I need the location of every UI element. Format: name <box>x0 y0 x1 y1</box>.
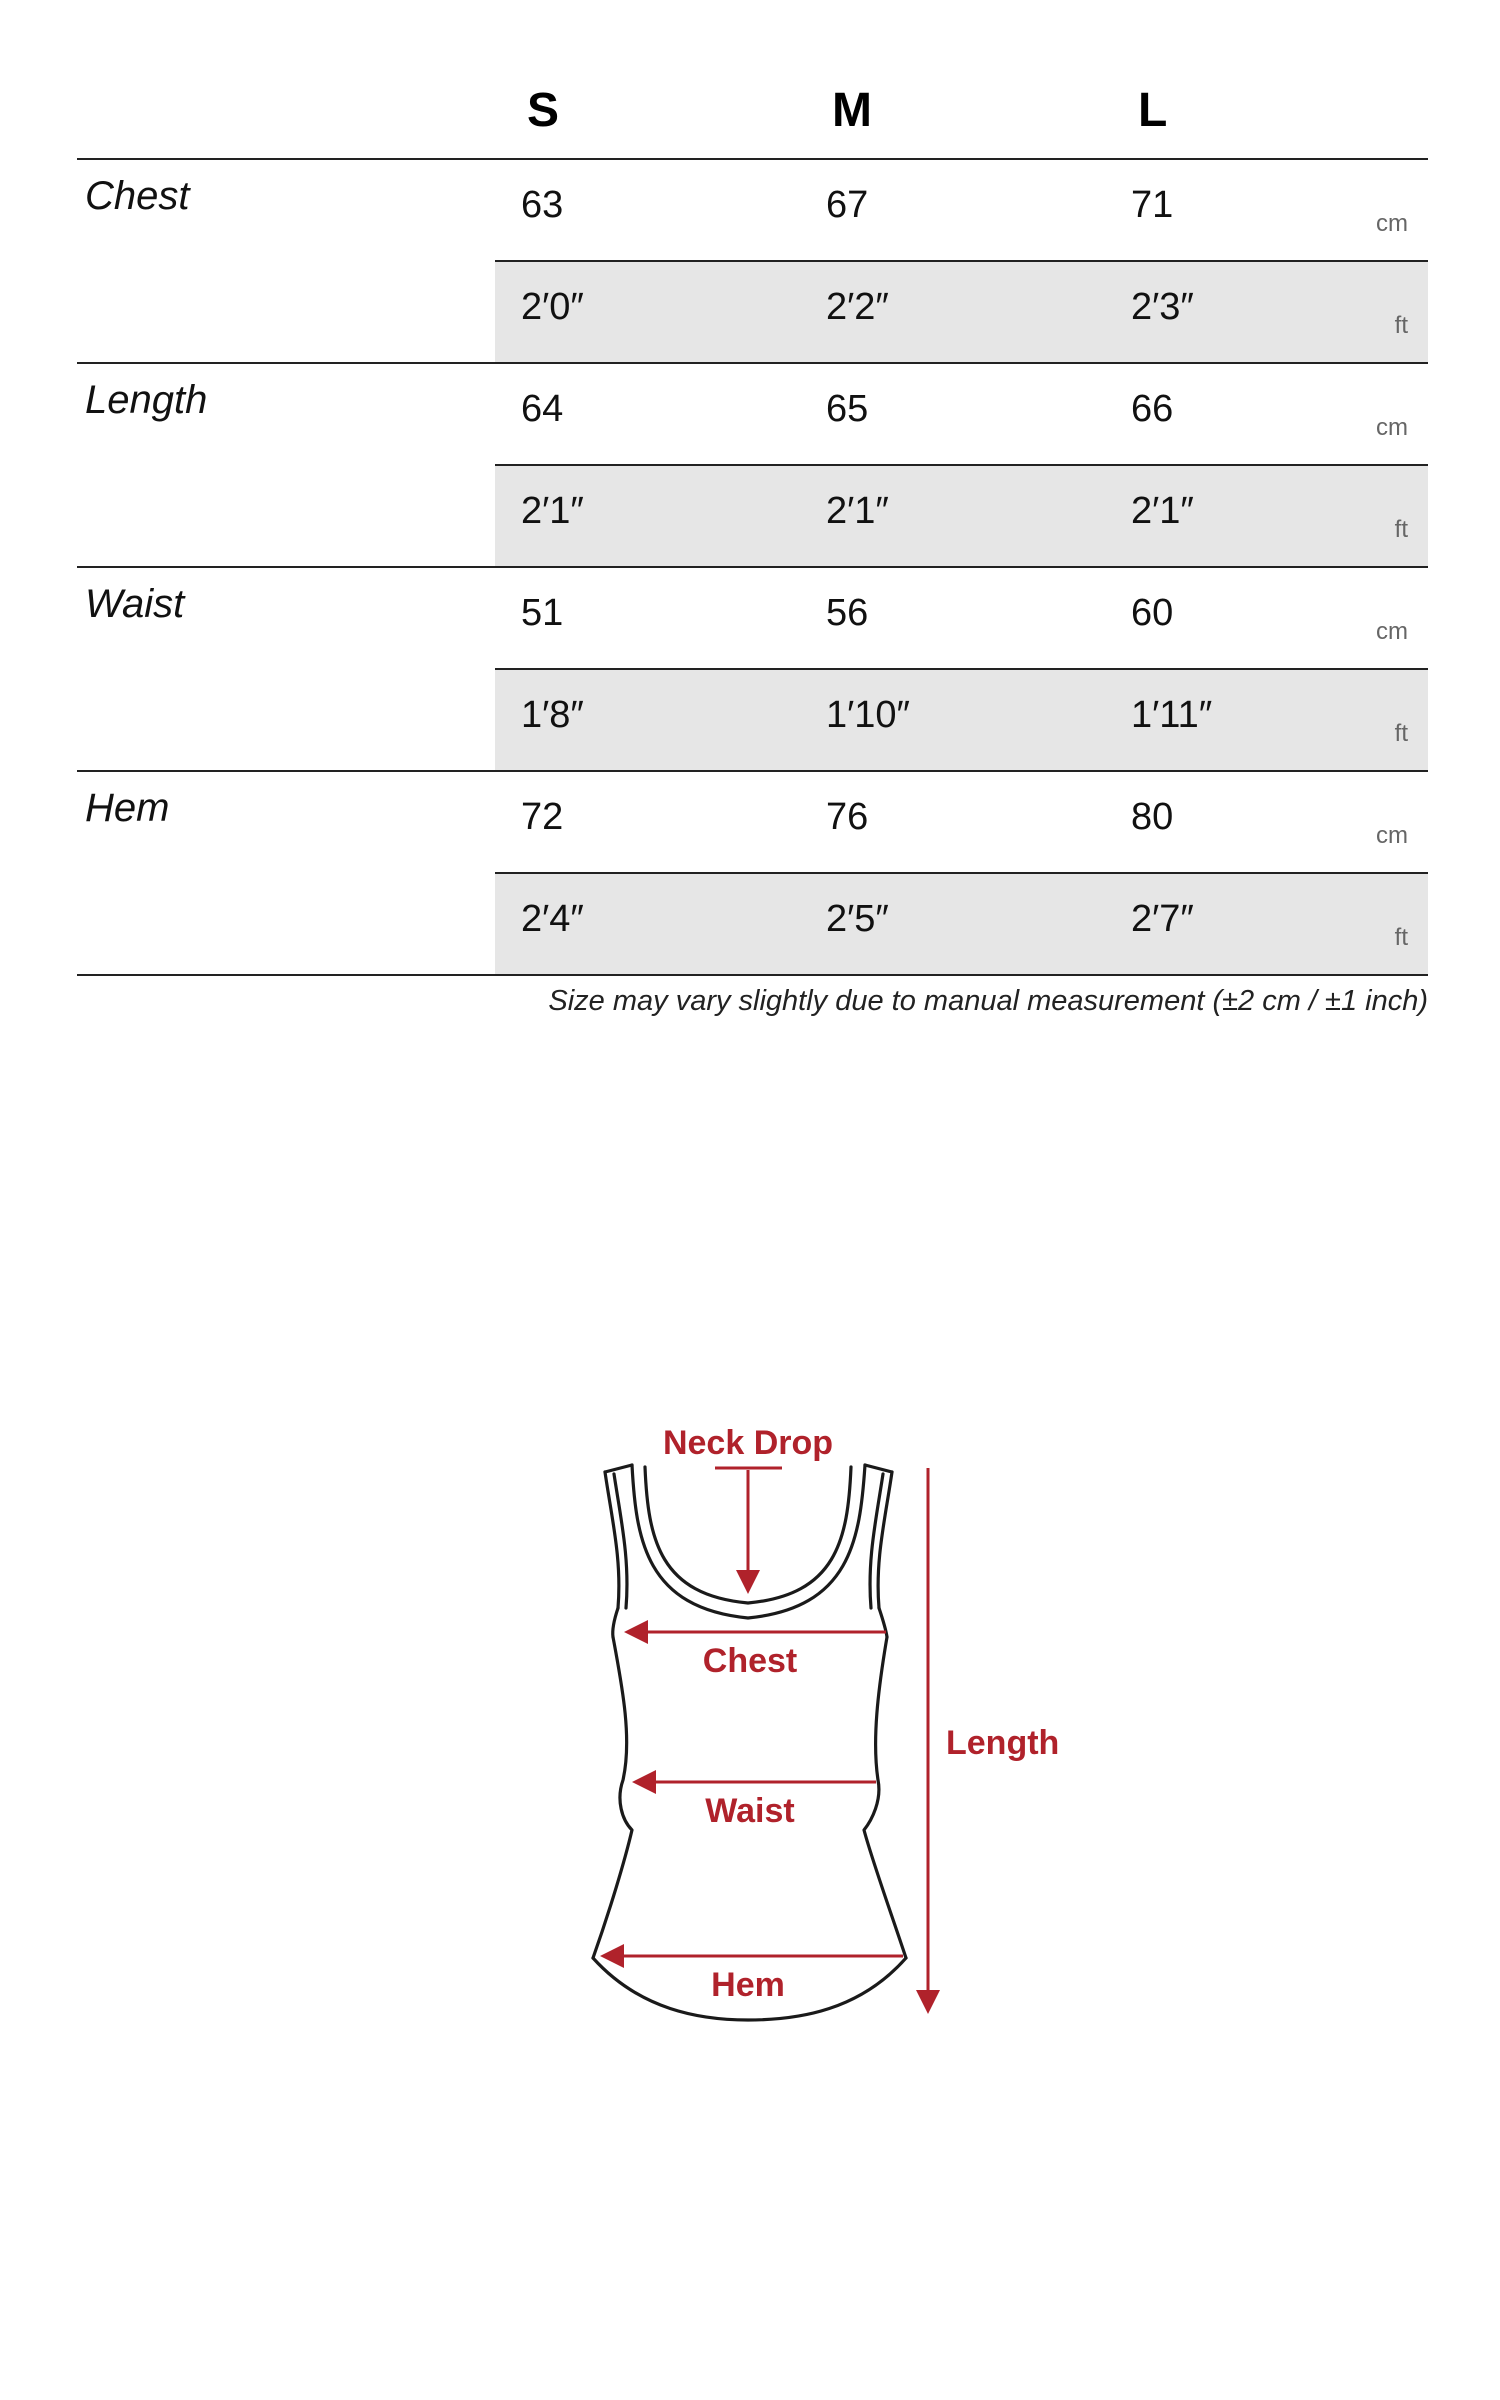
ft-value-l: 1′11″ <box>1131 694 1213 736</box>
ft-row <box>495 466 1428 566</box>
measurement-group-waist <box>77 568 1428 772</box>
tank-top-measurement-diagram <box>560 1390 1080 2050</box>
neck-drop-label: Neck Drop <box>662 1424 834 1462</box>
unit-cm: cm <box>1376 618 1408 645</box>
cm-row <box>495 568 1428 670</box>
ft-value-s: 2′0″ <box>521 286 584 328</box>
measurement-label: Chest <box>85 174 190 218</box>
unit-ft: ft <box>1394 312 1408 339</box>
unit-cm: cm <box>1376 414 1408 441</box>
cm-value-l: 80 <box>1131 796 1174 838</box>
cm-value-l: 60 <box>1131 592 1174 634</box>
ft-row <box>495 874 1428 974</box>
size-header-row <box>77 70 1428 160</box>
measurement-group-hem <box>77 772 1428 976</box>
cm-value-m: 67 <box>826 184 869 226</box>
ft-value-l: 2′3″ <box>1131 286 1194 328</box>
ft-value-l: 2′1″ <box>1131 490 1194 532</box>
cm-value-m: 76 <box>826 796 869 838</box>
length-label: Length <box>946 1724 1060 1762</box>
cm-value-l: 71 <box>1131 184 1174 226</box>
ft-value-m: 2′5″ <box>826 898 889 940</box>
measurement-note: Size may vary slightly due to manual measurement (±2 cm / ±1 inch) <box>548 985 1428 1017</box>
size-header-l: L <box>1138 84 1168 137</box>
cm-value-m: 56 <box>826 592 869 634</box>
ft-value-s: 2′4″ <box>521 898 584 940</box>
size-header-m: M <box>832 84 872 137</box>
ft-row <box>495 262 1428 362</box>
cm-value-l: 66 <box>1131 388 1174 430</box>
chest-label: Chest <box>702 1642 798 1680</box>
cm-row <box>495 772 1428 874</box>
unit-cm: cm <box>1376 210 1408 237</box>
ft-value-l: 2′7″ <box>1131 898 1194 940</box>
ft-value-m: 2′1″ <box>826 490 889 532</box>
waist-label: Waist <box>705 1792 795 1830</box>
ft-value-m: 2′2″ <box>826 286 889 328</box>
ft-value-s: 1′8″ <box>521 694 584 736</box>
measurement-label: Waist <box>85 582 185 626</box>
cm-row <box>495 364 1428 466</box>
cm-value-s: 51 <box>521 592 564 634</box>
measurement-label: Length <box>85 378 208 422</box>
cm-row <box>495 160 1428 262</box>
cm-value-s: 72 <box>521 796 564 838</box>
ft-value-m: 1′10″ <box>826 694 910 736</box>
hem-label: Hem <box>711 1966 785 2004</box>
cm-value-s: 64 <box>521 388 564 430</box>
measurement-group-length <box>77 364 1428 568</box>
measurement-group-chest <box>77 160 1428 364</box>
ft-value-s: 2′1″ <box>521 490 584 532</box>
cm-value-m: 65 <box>826 388 869 430</box>
measurement-label: Hem <box>85 786 170 830</box>
cm-value-s: 63 <box>521 184 564 226</box>
size-chart-table <box>77 70 1428 976</box>
ft-row <box>495 670 1428 770</box>
unit-cm: cm <box>1376 822 1408 849</box>
size-header-s: S <box>527 84 560 137</box>
unit-ft: ft <box>1394 924 1408 951</box>
unit-ft: ft <box>1394 516 1408 543</box>
unit-ft: ft <box>1394 720 1408 747</box>
